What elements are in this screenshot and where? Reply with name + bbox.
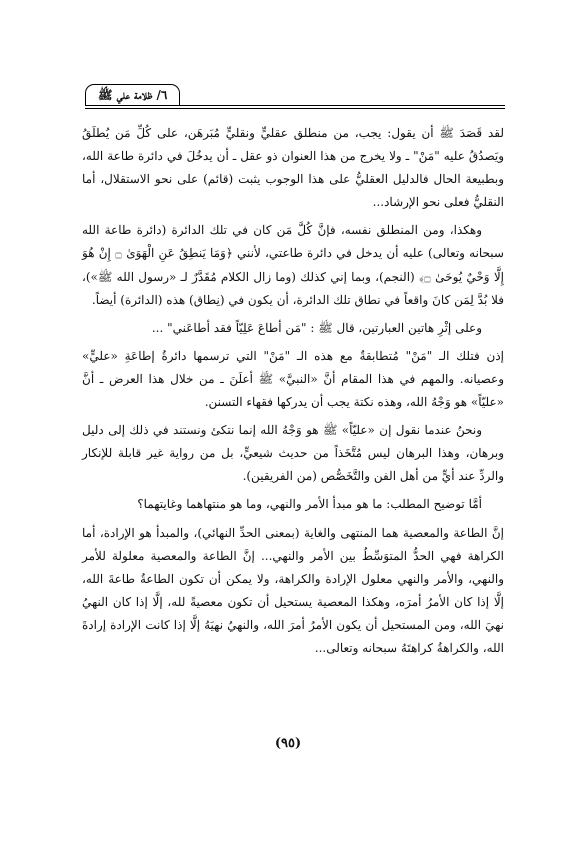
paragraph: إنَّ الطاعة والمعصية هما المنتهى والغاية (بمعنى الحدِّ النهائي)، والمبدأ هو الإرادة، أما الكراهة فهي الحدُّ المتوَسِّطُ بين الأمر والنهي... إنَّ الطاعة والمعصية معلولة للأمر والنهي، والأمر والنهي معلول الإرادة والكراهة، ولا يمكن أن تكون الطاعةُ طاعةَ الله، إلَّا إذا كان الأمرُ أمرَه، وهكذا المعصية يستحيل أن تكون معصيةً لله، إلَّا إذا كان النهيُ نهيَ الله، ومن المستحيل أن يكون الأمرُ أمرَ الله، والنهيُ نهيَهُ إلَّا إذا كانت الإرادة إرادةَ الله، والكراهةُ كراهتَهُ سبحانه وتعالى... (82, 525, 504, 655)
paragraph: أمَّا توضيح المطلب: ما هو مبدأ الأمر والنهي، وما هو منتهاهما وغايتهما؟ (137, 497, 482, 512)
page-number: (٩٥) (274, 736, 302, 751)
paragraph: لقد قَصَدَ ﷺ أن يقول: يجب، من منطلق عقليٍّ ونقليٍّ مُبَرهَن، على كُلِّ مَن يُطلَقُ ويَصدُقُ عليه "مَنْ" ـ ولا يخرج من هذا العنوان ذو عقل ـ أن يدخُلَ في دائرة طاعة الله، وبطبيعة الحال فالدليل العقليُّ على هذا الوجوب يثبت (قائم) على نحو الاستقلال، أما النقليُّ فعلى نحو الإرشاد... (82, 126, 504, 210)
header-rule (85, 105, 505, 106)
running-title: ٦/ ظلامة علي ﷺ (85, 84, 180, 105)
paragraph: ونحنُ عندما نقول إن «عليّاً» ﷺ هو وَجْهُ الله إنما نتكئ ونستند في ذلك إلى دليل وبرهان، وهذا البرهان ليس مُتَّخَذاً من حديث شيعيٍّ، بل من رواية غير قابلة للإنكار والردِّ عند أيٍّ من أهل الفن والتَّخَصُّص (من الفريقين). (82, 423, 504, 484)
running-header (85, 80, 505, 110)
paragraph: إذن فتلك الـ "مَنْ" مُتطابقةٌ مع هذه الـ "مَنْ" التي ترسمها دائرةُ إطاعَةِ «عليٍّ» وعصيانه. والمهم في هذا المقام أنَّ «النبيَّ» ﷺ أعلَنَ ـ من خلال هذا العرض ـ أنَّ «عليّاً» هو وَجْهُ الله، وهذه نكتة يجب أن يدركها فقهاء التسنن. (82, 348, 504, 410)
body-text (82, 122, 504, 660)
paragraph: وهكذا، ومن المنطلق نفسه، فإنَّ كُلَّ مَن كان في تلك الدائرة (دائرة طاعة الله سبحانه وتعالى) عليه أن يدخل في دائرة طاعتي، لأنني ﴿وَمَا يَنطِقُ عَنِ الْهَوَىٰ ۝ إِنْ هُوَ إِلَّا وَحْيٌ يُوحَىٰ ۝﴾ (النجم)، وبما إني كذلك (وما زال الكلام مُقَدَّرٌ لـ «رسول الله ﷺ»)، فلا بُدَّ لِمَن كانَ واقعاً في نطاق تلك الدائرة، أن يكون في (نِطاق) هذه (الدائرة) أيضاً. (82, 223, 505, 307)
header-rule (85, 108, 505, 109)
paragraph: وعلى إثْرِ هاتين العبارتين، قال ﷺ : "مَن أطاعَ عَلِيّاً فقد أطاعَني" ... (151, 320, 482, 335)
